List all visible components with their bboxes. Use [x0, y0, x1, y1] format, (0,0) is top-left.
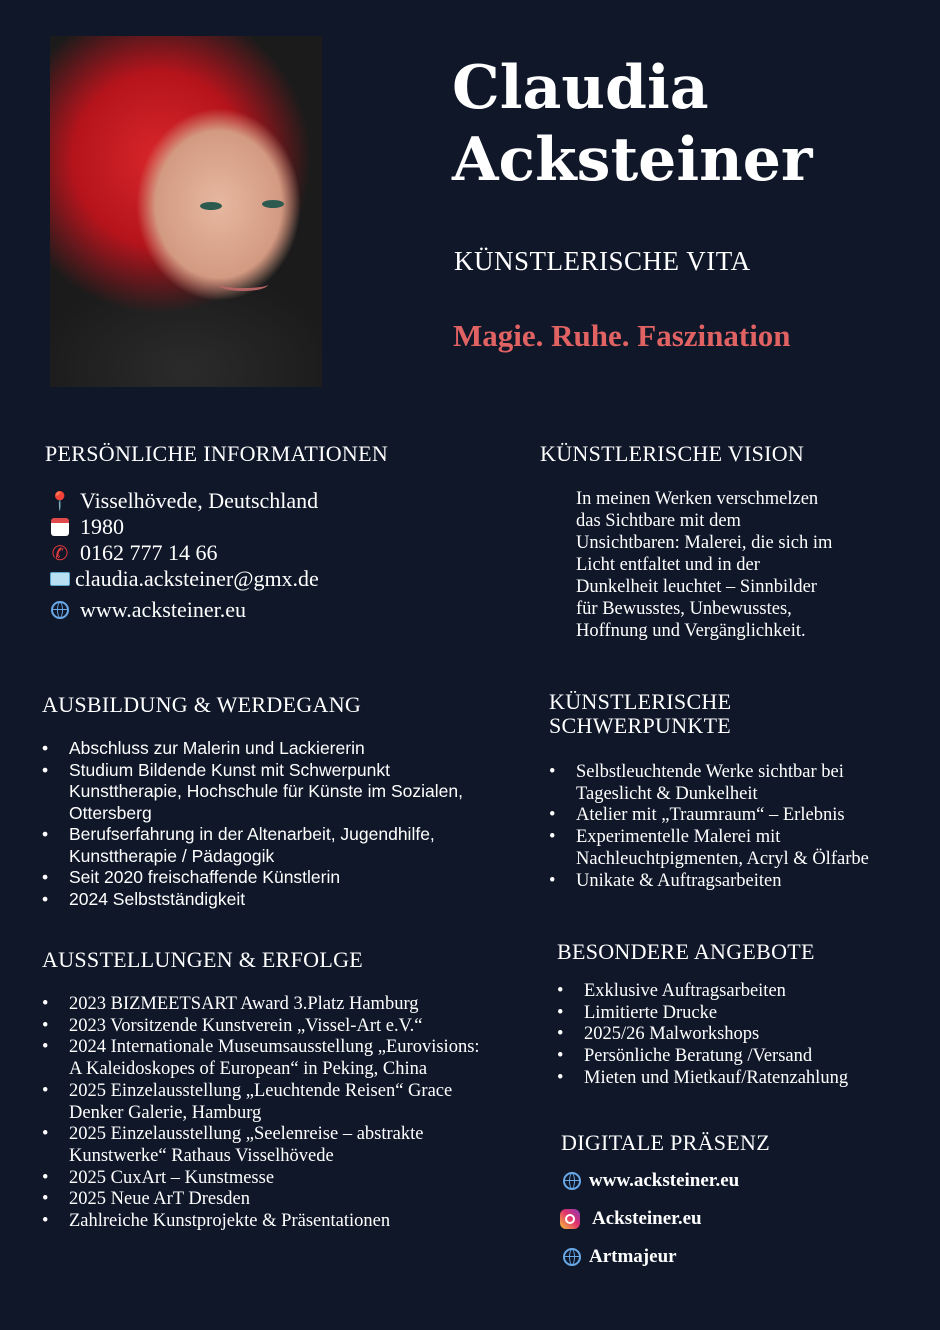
website-text[interactable]: www.acksteiner.eu: [80, 597, 246, 622]
list-item: • Zahlreiche Kunstprojekte & Präsentationen: [42, 1211, 482, 1233]
list-item: • 2025 Einzelausstellung „Seelenreise – abstrakte Kunstwerke“ Rathaus Visselhövede: [42, 1124, 482, 1167]
portrait-photo: [50, 36, 322, 387]
digital-artmajeur-link[interactable]: [563, 1246, 677, 1268]
vision-heading: KÜNSTLERISCHE VISION: [540, 441, 805, 466]
digital-instagram-text[interactable]: Acksteiner.eu: [592, 1208, 702, 1229]
birth-year-text: 1980: [80, 514, 124, 539]
list-item: • Atelier mit „Traumraum“ – Erlebnis: [549, 805, 919, 827]
education-heading: AUSBILDUNG & WERDEGANG: [42, 692, 362, 717]
list-item: • 2023 Vorsitzende Kunstverein „Vissel-Art e.V.“: [42, 1016, 482, 1038]
phone-icon: ✆: [51, 542, 69, 565]
vision-line: für Bewusstes, Unbewusstes,: [576, 599, 792, 619]
email-text[interactable]: claudia.acksteiner@gmx.de: [75, 566, 319, 591]
tagline: Magie. Ruhe. Faszination: [453, 318, 791, 353]
globe-icon: [563, 1248, 581, 1266]
offers-heading: BESONDERE ANGEBOTE: [557, 939, 815, 964]
contact-birth-year: [48, 514, 319, 540]
focus-list: [549, 762, 919, 892]
digital-heading: DIGITALE PRÄSENZ: [561, 1130, 770, 1155]
vision-line: Unsichtbaren: Malerei, die sich im: [576, 533, 833, 553]
list-item: • 2025 CuxArt – Kunstmesse: [42, 1168, 482, 1190]
list-item: • Abschluss zur Malerin und Lackiererin: [42, 738, 482, 760]
portrait-eye-left: [200, 202, 222, 210]
portrait-eye-right: [262, 200, 284, 208]
contact-list: [48, 488, 319, 623]
instagram-icon: [560, 1209, 580, 1229]
list-item: • Persönliche Beratung /Versand: [557, 1046, 917, 1068]
contact-phone: [48, 540, 319, 566]
location-text: Visselhövede, Deutschland: [80, 488, 319, 513]
vision-line: Licht entfaltet und in der: [576, 555, 760, 575]
digital-website-link[interactable]: [563, 1170, 739, 1192]
list-item: • Experimentelle Malerei mit Nachleuchtpigmenten, Acryl & Ölfarbe: [549, 827, 919, 870]
list-item: • Seit 2020 freischaffende Künstlerin: [42, 867, 482, 889]
focus-heading-line: SCHWERPUNKTE: [549, 713, 732, 738]
list-item: • 2025 Einzelausstellung „Leuchtende Reisen“ Grace Denker Galerie, Hamburg: [42, 1081, 482, 1124]
list-item: • Berufserfahrung in der Altenarbeit, Jugendhilfe, Kunsttherapie / Pädagogik: [42, 824, 482, 867]
contact-location: [48, 488, 319, 514]
digital-artmajeur-text[interactable]: Artmajeur: [589, 1246, 677, 1267]
list-item: • 2024 Selbstständigkeit: [42, 889, 482, 911]
personal-info-heading: PERSÖNLICHE INFORMATIONEN: [45, 441, 389, 466]
education-list: [42, 738, 482, 910]
list-item: • 2024 Internationale Museumsausstellung „Eurovisions: A Kaleidoskopes of European“ in Peking, China: [42, 1037, 482, 1080]
page-title: [452, 52, 813, 196]
list-item: • Exklusive Auftragsarbeiten: [557, 981, 917, 1003]
location-pin-icon: 📍: [48, 490, 72, 511]
exhibitions-heading: AUSSTELLUNGEN & ERFOLGE: [42, 947, 364, 972]
calendar-icon: [48, 516, 72, 538]
globe-icon: [48, 599, 72, 621]
vision-line: das Sichtbare mit dem: [576, 511, 741, 531]
globe-icon: [563, 1172, 581, 1190]
list-item: • 2023 BIZMEETSART Award 3.Platz Hamburg: [42, 994, 482, 1016]
list-item: • Unikate & Auftragsarbeiten: [549, 871, 919, 893]
contact-email: [48, 566, 319, 592]
list-item: • Studium Bildende Kunst mit Schwerpunkt Kunsttherapie, Hochschule für Künste im Sozialen, Ottersberg: [42, 760, 482, 825]
vision-text: [576, 488, 896, 642]
list-item: • Mieten und Mietkauf/Ratenzahlung: [557, 1068, 917, 1090]
digital-website-text[interactable]: www.acksteiner.eu: [589, 1170, 740, 1191]
phone-text[interactable]: 0162 777 14 66: [80, 540, 218, 565]
email-icon: [48, 568, 72, 590]
last-name: Acksteiner: [452, 125, 813, 195]
contact-website: [48, 597, 319, 623]
exhibitions-list: [42, 994, 482, 1233]
list-item: • 2025/26 Malworkshops: [557, 1024, 917, 1046]
list-item: • 2025 Neue ArT Dresden: [42, 1189, 482, 1211]
list-item: • Selbstleuchtende Werke sichtbar bei Tageslicht & Dunkelheit: [549, 762, 919, 805]
vision-line: In meinen Werken verschmelzen: [576, 489, 819, 509]
list-item: • Limitierte Drucke: [557, 1003, 917, 1025]
document-subtitle: KÜNSTLERISCHE VITA: [454, 246, 751, 276]
portrait-mouth: [218, 278, 268, 291]
first-name: Claudia: [452, 53, 709, 123]
digital-instagram-link[interactable]: [560, 1208, 702, 1230]
vision-line: Hoffnung und Vergänglichkeit.: [576, 621, 806, 641]
offers-list: [557, 981, 917, 1090]
vision-line: Dunkelheit leuchtet – Sinnbilder: [576, 577, 817, 597]
focus-heading-line: KÜNSTLERISCHE: [549, 689, 732, 714]
focus-heading: [549, 690, 731, 738]
